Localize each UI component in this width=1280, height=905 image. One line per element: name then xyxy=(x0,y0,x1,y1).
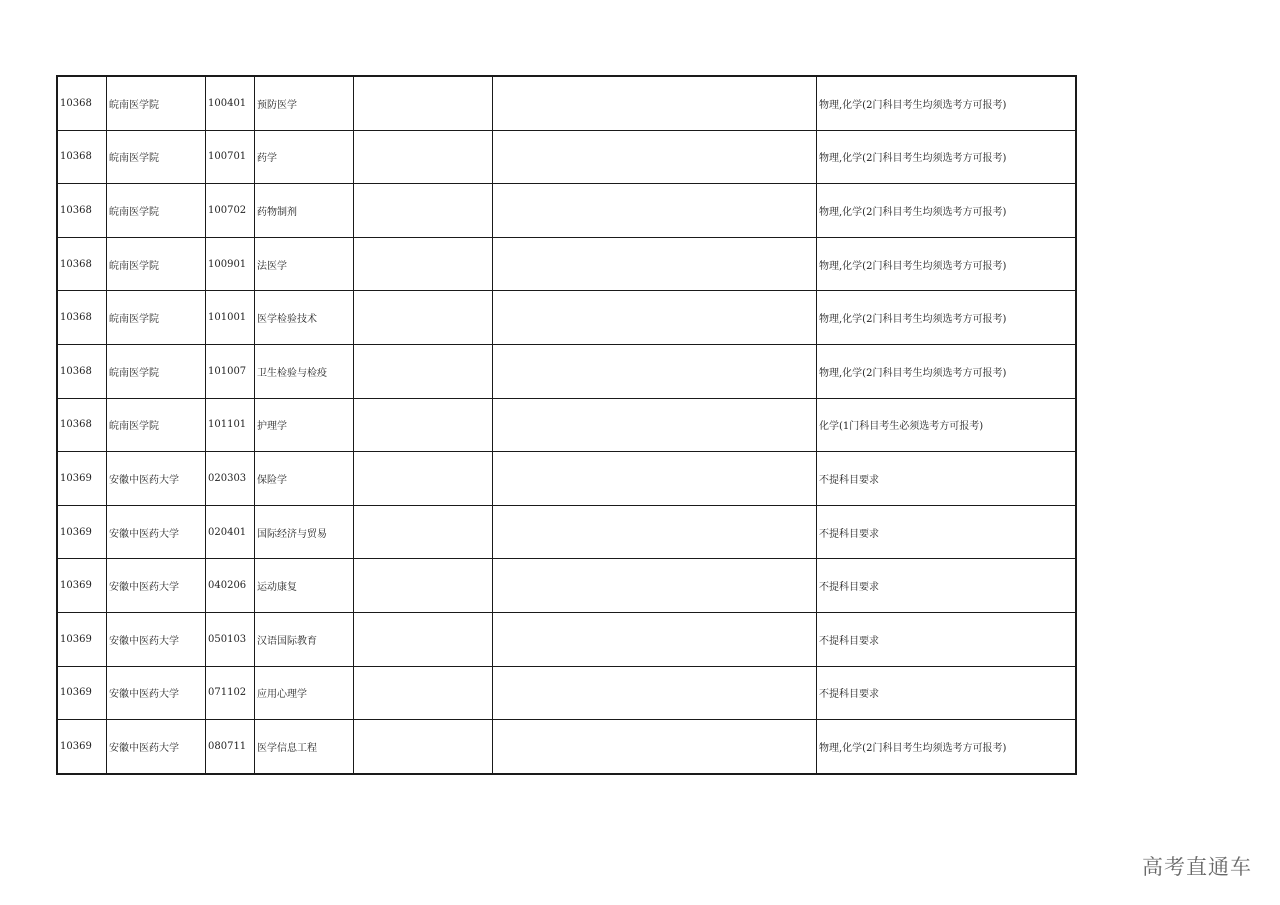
major-code-cell: 101007 xyxy=(206,344,255,398)
school-name-cell: 皖南医学院 xyxy=(107,398,206,452)
major-code-cell: 100401 xyxy=(206,77,255,131)
empty-cell xyxy=(354,130,493,184)
major-name-cell: 预防医学 xyxy=(255,77,354,131)
empty-cell xyxy=(354,505,493,559)
subject-requirement-cell: 物理,化学(2门科目考生均须选考方可报考) xyxy=(817,344,1076,398)
empty-cell xyxy=(493,505,817,559)
major-name-cell: 国际经济与贸易 xyxy=(255,505,354,559)
empty-cell xyxy=(354,344,493,398)
major-name-cell: 运动康复 xyxy=(255,559,354,613)
school-name-cell: 安徽中医药大学 xyxy=(107,452,206,506)
empty-cell xyxy=(493,720,817,774)
school-code-cell: 10368 xyxy=(58,344,107,398)
major-code-cell: 080711 xyxy=(206,720,255,774)
empty-cell xyxy=(354,720,493,774)
empty-cell xyxy=(354,77,493,131)
major-code-cell: 040206 xyxy=(206,559,255,613)
school-code-cell: 10369 xyxy=(58,559,107,613)
table-row xyxy=(58,184,1076,238)
major-code-cell: 101001 xyxy=(206,291,255,345)
major-name-cell: 卫生检验与检疫 xyxy=(255,344,354,398)
school-code-cell: 10368 xyxy=(58,398,107,452)
school-code-cell: 10368 xyxy=(58,291,107,345)
table-row xyxy=(58,77,1076,131)
major-name-cell: 医学检验技术 xyxy=(255,291,354,345)
subject-requirement-cell: 物理,化学(2门科目考生均须选考方可报考) xyxy=(817,77,1076,131)
major-name-cell: 汉语国际教育 xyxy=(255,612,354,666)
empty-cell xyxy=(354,452,493,506)
watermark: 高考直通车 xyxy=(1142,855,1252,879)
empty-cell xyxy=(354,237,493,291)
table-row xyxy=(58,130,1076,184)
major-code-cell: 071102 xyxy=(206,666,255,720)
subject-requirement-cell: 不提科目要求 xyxy=(817,505,1076,559)
subject-requirement-cell: 物理,化学(2门科目考生均须选考方可报考) xyxy=(817,130,1076,184)
empty-cell xyxy=(493,184,817,238)
major-name-cell: 保险学 xyxy=(255,452,354,506)
empty-cell xyxy=(493,77,817,131)
empty-cell xyxy=(493,452,817,506)
school-code-cell: 10368 xyxy=(58,237,107,291)
school-name-cell: 皖南医学院 xyxy=(107,291,206,345)
empty-cell xyxy=(354,398,493,452)
major-code-cell: 050103 xyxy=(206,612,255,666)
school-name-cell: 皖南医学院 xyxy=(107,344,206,398)
major-name-cell: 法医学 xyxy=(255,237,354,291)
subject-requirement-cell: 物理,化学(2门科目考生均须选考方可报考) xyxy=(817,291,1076,345)
major-name-cell: 应用心理学 xyxy=(255,666,354,720)
table-row xyxy=(58,612,1076,666)
table-row xyxy=(58,291,1076,345)
subject-requirement-cell: 物理,化学(2门科目考生均须选考方可报考) xyxy=(817,720,1076,774)
school-name-cell: 皖南医学院 xyxy=(107,77,206,131)
subject-requirement-cell: 不提科目要求 xyxy=(817,559,1076,613)
empty-cell xyxy=(354,559,493,613)
major-name-cell: 医学信息工程 xyxy=(255,720,354,774)
school-code-cell: 10369 xyxy=(58,720,107,774)
major-name-cell: 药物制剂 xyxy=(255,184,354,238)
school-name-cell: 安徽中医药大学 xyxy=(107,505,206,559)
subject-requirement-cell: 物理,化学(2门科目考生均须选考方可报考) xyxy=(817,184,1076,238)
school-code-cell: 10369 xyxy=(58,612,107,666)
empty-cell xyxy=(354,184,493,238)
admissions-table xyxy=(57,76,1076,774)
school-code-cell: 10368 xyxy=(58,184,107,238)
subject-requirement-cell: 不提科目要求 xyxy=(817,452,1076,506)
school-name-cell: 皖南医学院 xyxy=(107,130,206,184)
school-name-cell: 皖南医学院 xyxy=(107,184,206,238)
empty-cell xyxy=(493,666,817,720)
school-name-cell: 安徽中医药大学 xyxy=(107,720,206,774)
empty-cell xyxy=(493,237,817,291)
school-code-cell: 10369 xyxy=(58,666,107,720)
empty-cell xyxy=(493,344,817,398)
subject-requirement-cell: 化学(1门科目考生必须选考方可报考) xyxy=(817,398,1076,452)
major-code-cell: 020303 xyxy=(206,452,255,506)
school-name-cell: 皖南医学院 xyxy=(107,237,206,291)
empty-cell xyxy=(493,612,817,666)
subject-requirement-cell: 不提科目要求 xyxy=(817,612,1076,666)
empty-cell xyxy=(493,398,817,452)
major-code-cell: 101101 xyxy=(206,398,255,452)
school-code-cell: 10368 xyxy=(58,130,107,184)
major-name-cell: 护理学 xyxy=(255,398,354,452)
table-row xyxy=(58,452,1076,506)
school-code-cell: 10368 xyxy=(58,77,107,131)
table-row xyxy=(58,559,1076,613)
empty-cell xyxy=(493,559,817,613)
table-row xyxy=(58,237,1076,291)
school-code-cell: 10369 xyxy=(58,452,107,506)
school-name-cell: 安徽中医药大学 xyxy=(107,559,206,613)
major-code-cell: 100701 xyxy=(206,130,255,184)
table-row xyxy=(58,720,1076,774)
empty-cell xyxy=(493,291,817,345)
empty-cell xyxy=(354,666,493,720)
major-code-cell: 100901 xyxy=(206,237,255,291)
major-name-cell: 药学 xyxy=(255,130,354,184)
major-code-cell: 020401 xyxy=(206,505,255,559)
table-row xyxy=(58,344,1076,398)
school-code-cell: 10369 xyxy=(58,505,107,559)
table-body xyxy=(58,77,1076,774)
table-row xyxy=(58,666,1076,720)
table-row xyxy=(58,398,1076,452)
empty-cell xyxy=(493,130,817,184)
major-code-cell: 100702 xyxy=(206,184,255,238)
school-name-cell: 安徽中医药大学 xyxy=(107,666,206,720)
table-row xyxy=(58,505,1076,559)
school-name-cell: 安徽中医药大学 xyxy=(107,612,206,666)
empty-cell xyxy=(354,612,493,666)
subject-requirement-cell: 物理,化学(2门科目考生均须选考方可报考) xyxy=(817,237,1076,291)
subject-requirement-cell: 不提科目要求 xyxy=(817,666,1076,720)
empty-cell xyxy=(354,291,493,345)
